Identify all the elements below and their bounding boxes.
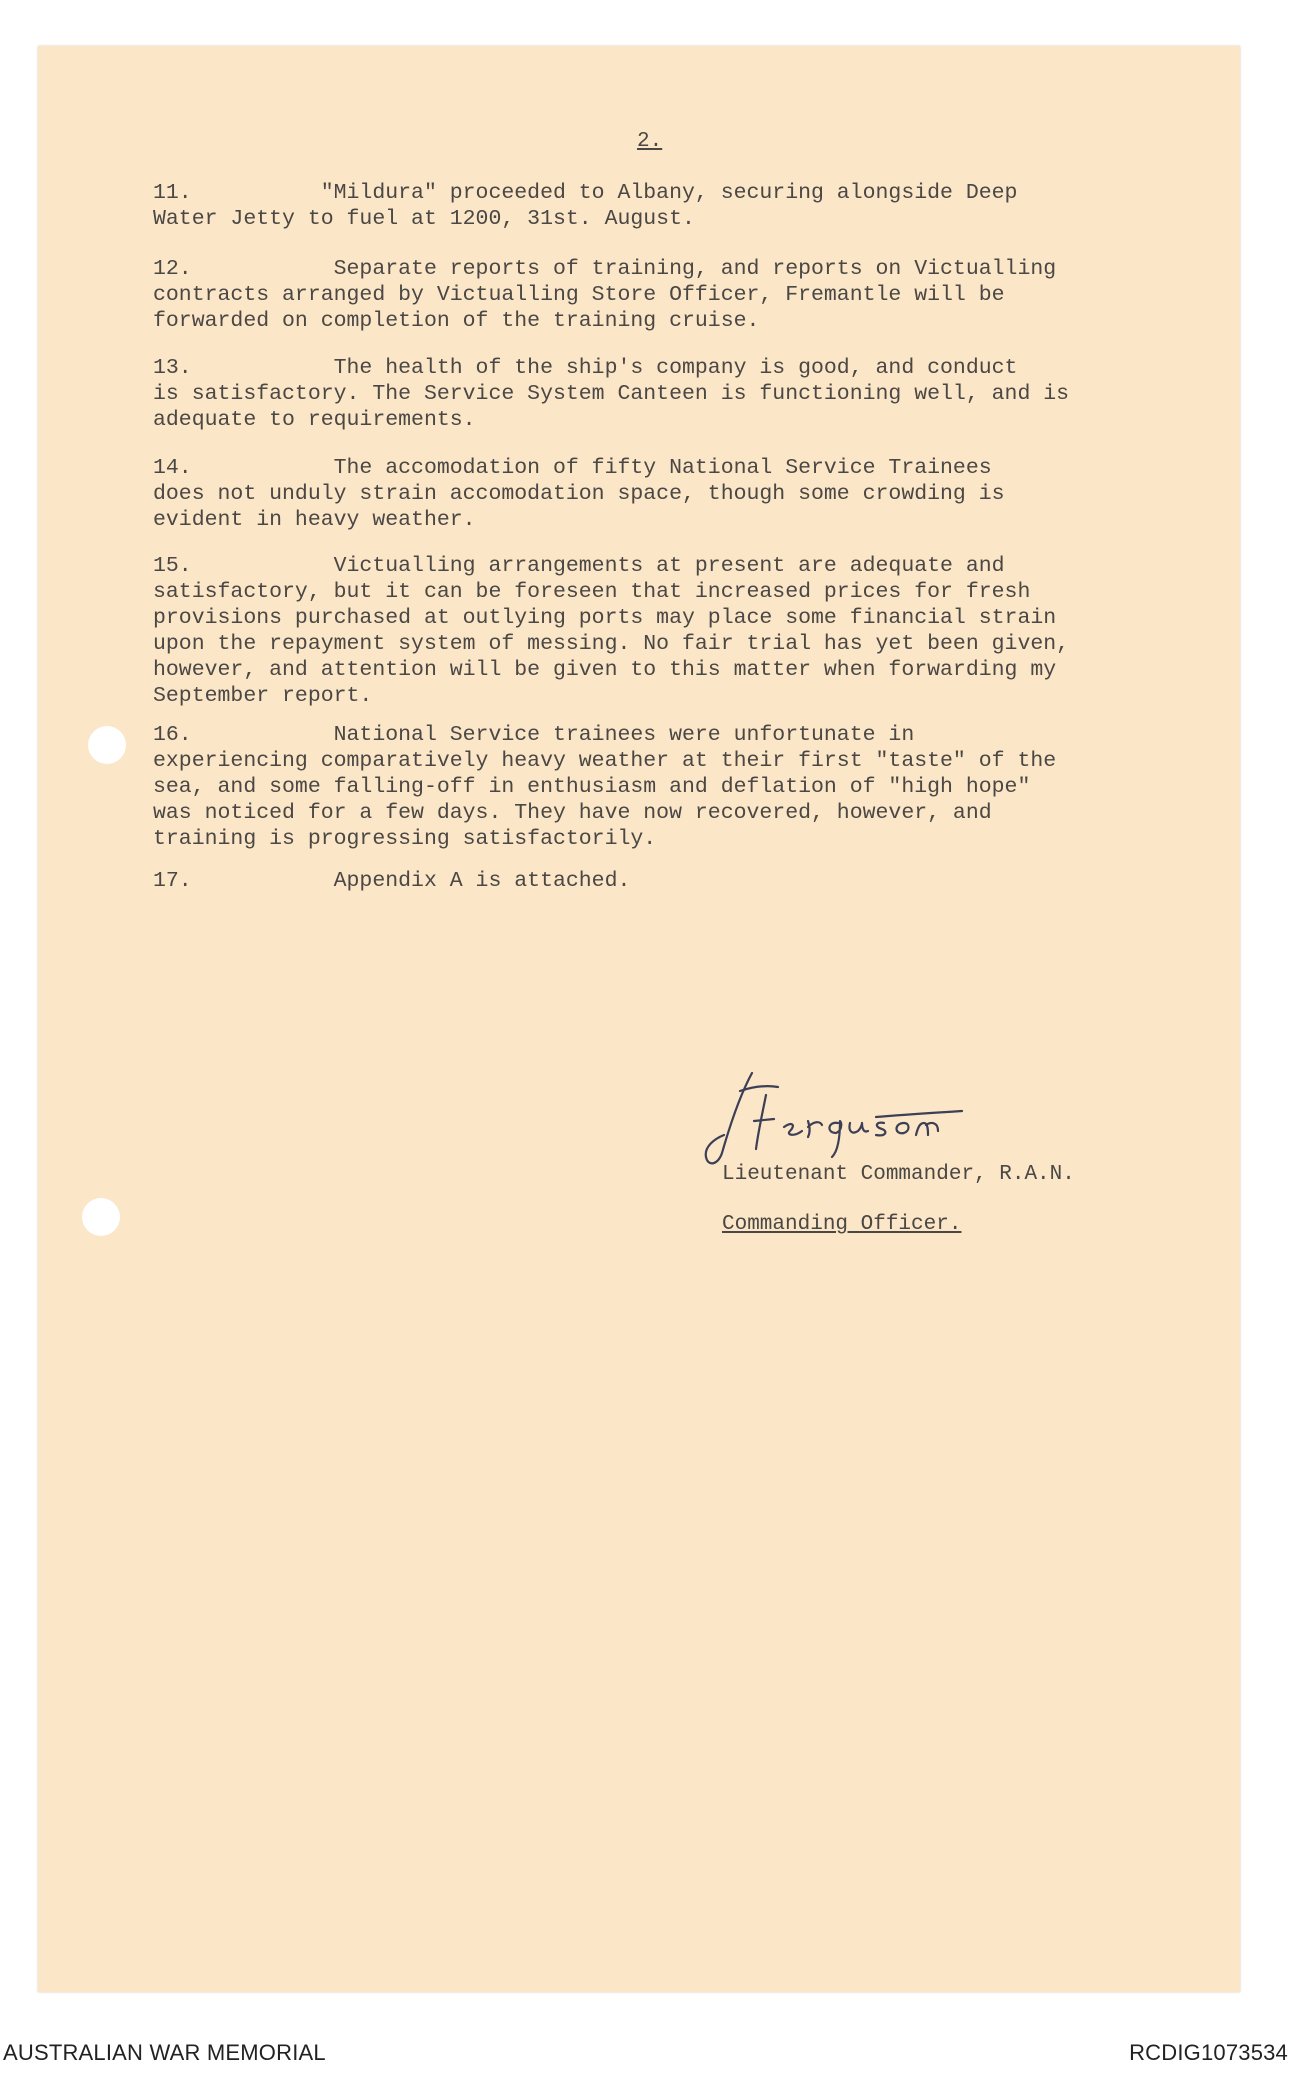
paragraph-line: 14. The accomodation of fifty National Service Trainees [153, 456, 992, 480]
paragraph-line: 15. Victualling arrangements at present are adequate and [153, 554, 1005, 578]
signatory-rank: Lieutenant Commander, R.A.N. [722, 1163, 1075, 1186]
paragraph-line: however, and attention will be given to this matter when forwarding my [153, 658, 1057, 682]
paragraph-line: is satisfactory. The Service System Canteen is functioning well, and is [153, 382, 1070, 406]
paragraph-line: 17. Appendix A is attached. [153, 869, 631, 893]
paragraph-line: 13. The health of the ship's company is good, and conduct [153, 356, 1018, 380]
paragraph-line: 12. Separate reports of training, and reports on Victualling [153, 257, 1057, 281]
signatory-role: Commanding Officer. [722, 1213, 962, 1236]
paragraph-16 [153, 722, 1056, 852]
paragraph-line: does not unduly strain accomodation space, though some crowding is [153, 482, 1005, 506]
paragraph-line: experiencing comparatively heavy weather at their first "taste" of the [153, 749, 1057, 773]
paragraph-11 [153, 180, 1017, 232]
paragraph-line: 16. National Service trainees were unfortunate in [153, 723, 915, 747]
paragraph-line: forwarded on completion of the training cruise. [153, 309, 760, 333]
paragraph-line: 11. "Mildura" proceeded to Albany, securing alongside Deep [153, 181, 1018, 205]
paragraph-14 [153, 455, 1005, 533]
footer-reference-number: RCDIG1073534 [1129, 2040, 1288, 2065]
paragraph-line: contracts arranged by Victualling Store Officer, Fremantle will be [153, 283, 1005, 307]
paragraph-15 [153, 553, 1069, 709]
page-number: 2. [637, 130, 663, 153]
paragraph-line: adequate to requirements. [153, 408, 476, 432]
paragraph-12 [153, 256, 1056, 334]
paragraph-line: Water Jetty to fuel at 1200, 31st. August. [153, 207, 695, 231]
paragraph-17 [153, 868, 630, 894]
paragraph-line: satisfactory, but it can be foreseen that increased prices for fresh [153, 580, 1031, 604]
paragraph-line: evident in heavy weather. [153, 508, 476, 532]
document-page [38, 46, 1240, 1992]
paragraph-line: upon the repayment system of messing. No fair trial has yet been given, [153, 632, 1070, 656]
paragraph-13 [153, 355, 1069, 433]
handwritten-signature [700, 1065, 980, 1175]
footer-archive-name: AUSTRALIAN WAR MEMORIAL [3, 2040, 326, 2065]
paragraph-line: training is progressing satisfactorily. [153, 827, 657, 851]
paragraph-line: sea, and some falling-off in enthusiasm and deflation of "high hope" [153, 775, 1031, 799]
paragraph-line: was noticed for a few days. They have now recovered, however, and [153, 801, 992, 825]
paragraph-line: provisions purchased at outlying ports may place some financial strain [153, 606, 1057, 630]
punch-hole-top [88, 726, 126, 764]
punch-hole-bottom [82, 1198, 120, 1236]
paragraph-line: September report. [153, 684, 373, 708]
